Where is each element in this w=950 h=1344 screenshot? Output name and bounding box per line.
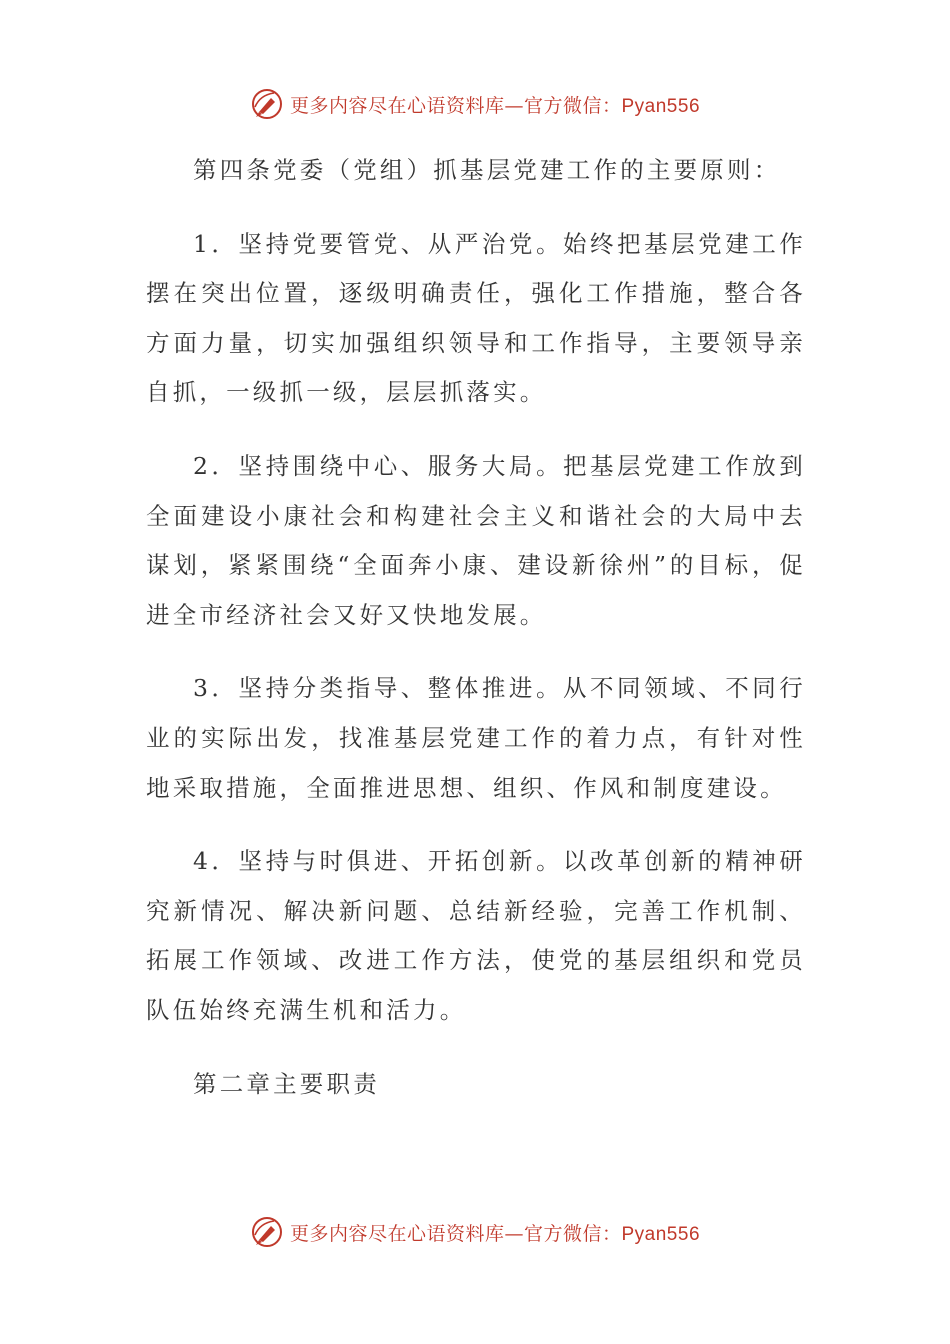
header-banner [0,84,950,124]
principle-paragraph-3: 3．坚持分类指导、整体推进。从不同领域、不同行业的实际出发，找准基层党建工作的着力点，有针对性地采取措施，全面推进思想、组织、作风和制度建设。 [146,674,806,802]
principle-paragraph-2: 2．坚持围绕中心、服务大局。把基层党建工作放到全面建设小康社会和构建社会主义和谐社会的大局中去谋划，紧紧围绕“全面奔小康、建设新徐州”的目标，促进全市经济社会又好又快地发展。 [146,451,806,629]
article-heading: 第四条党委（党组）抓基层党建工作的主要原则： [193,156,781,184]
principle-paragraph-1: 1．坚持党要管党、从严治党。始终把基层党建工作摆在突出位置，逐级明确责任，强化工作措施，整合各方面力量，切实加强组织领导和工作指导，主要领导亲自抓，一级抓一级，层层抓落实。 [146,229,806,407]
footer-banner [0,1212,950,1252]
pen-nib-logo-icon [250,87,284,121]
wechat-id: Pyan556 [621,1223,701,1245]
banner-text [290,91,700,118]
banner-text [290,1219,700,1246]
wechat-id: Pyan556 [621,95,701,117]
banner-slogan: 更多内容尽在心语资料库—官方微信： [289,94,622,117]
banner-slogan: 更多内容尽在心语资料库—官方微信： [289,1222,622,1245]
pen-nib-logo-icon [250,1215,284,1249]
principle-paragraph-4: 4．坚持与时俱进、开拓创新。以改革创新的精神研究新情况、解决新问题、总结新经验，完善工作机制、拓展工作领域、改进工作方法，使党的基层组织和党员队伍始终充满生机和活力。 [146,847,806,1024]
chapter-heading: 第二章主要职责 [193,1069,380,1098]
document-body [146,146,806,1109]
